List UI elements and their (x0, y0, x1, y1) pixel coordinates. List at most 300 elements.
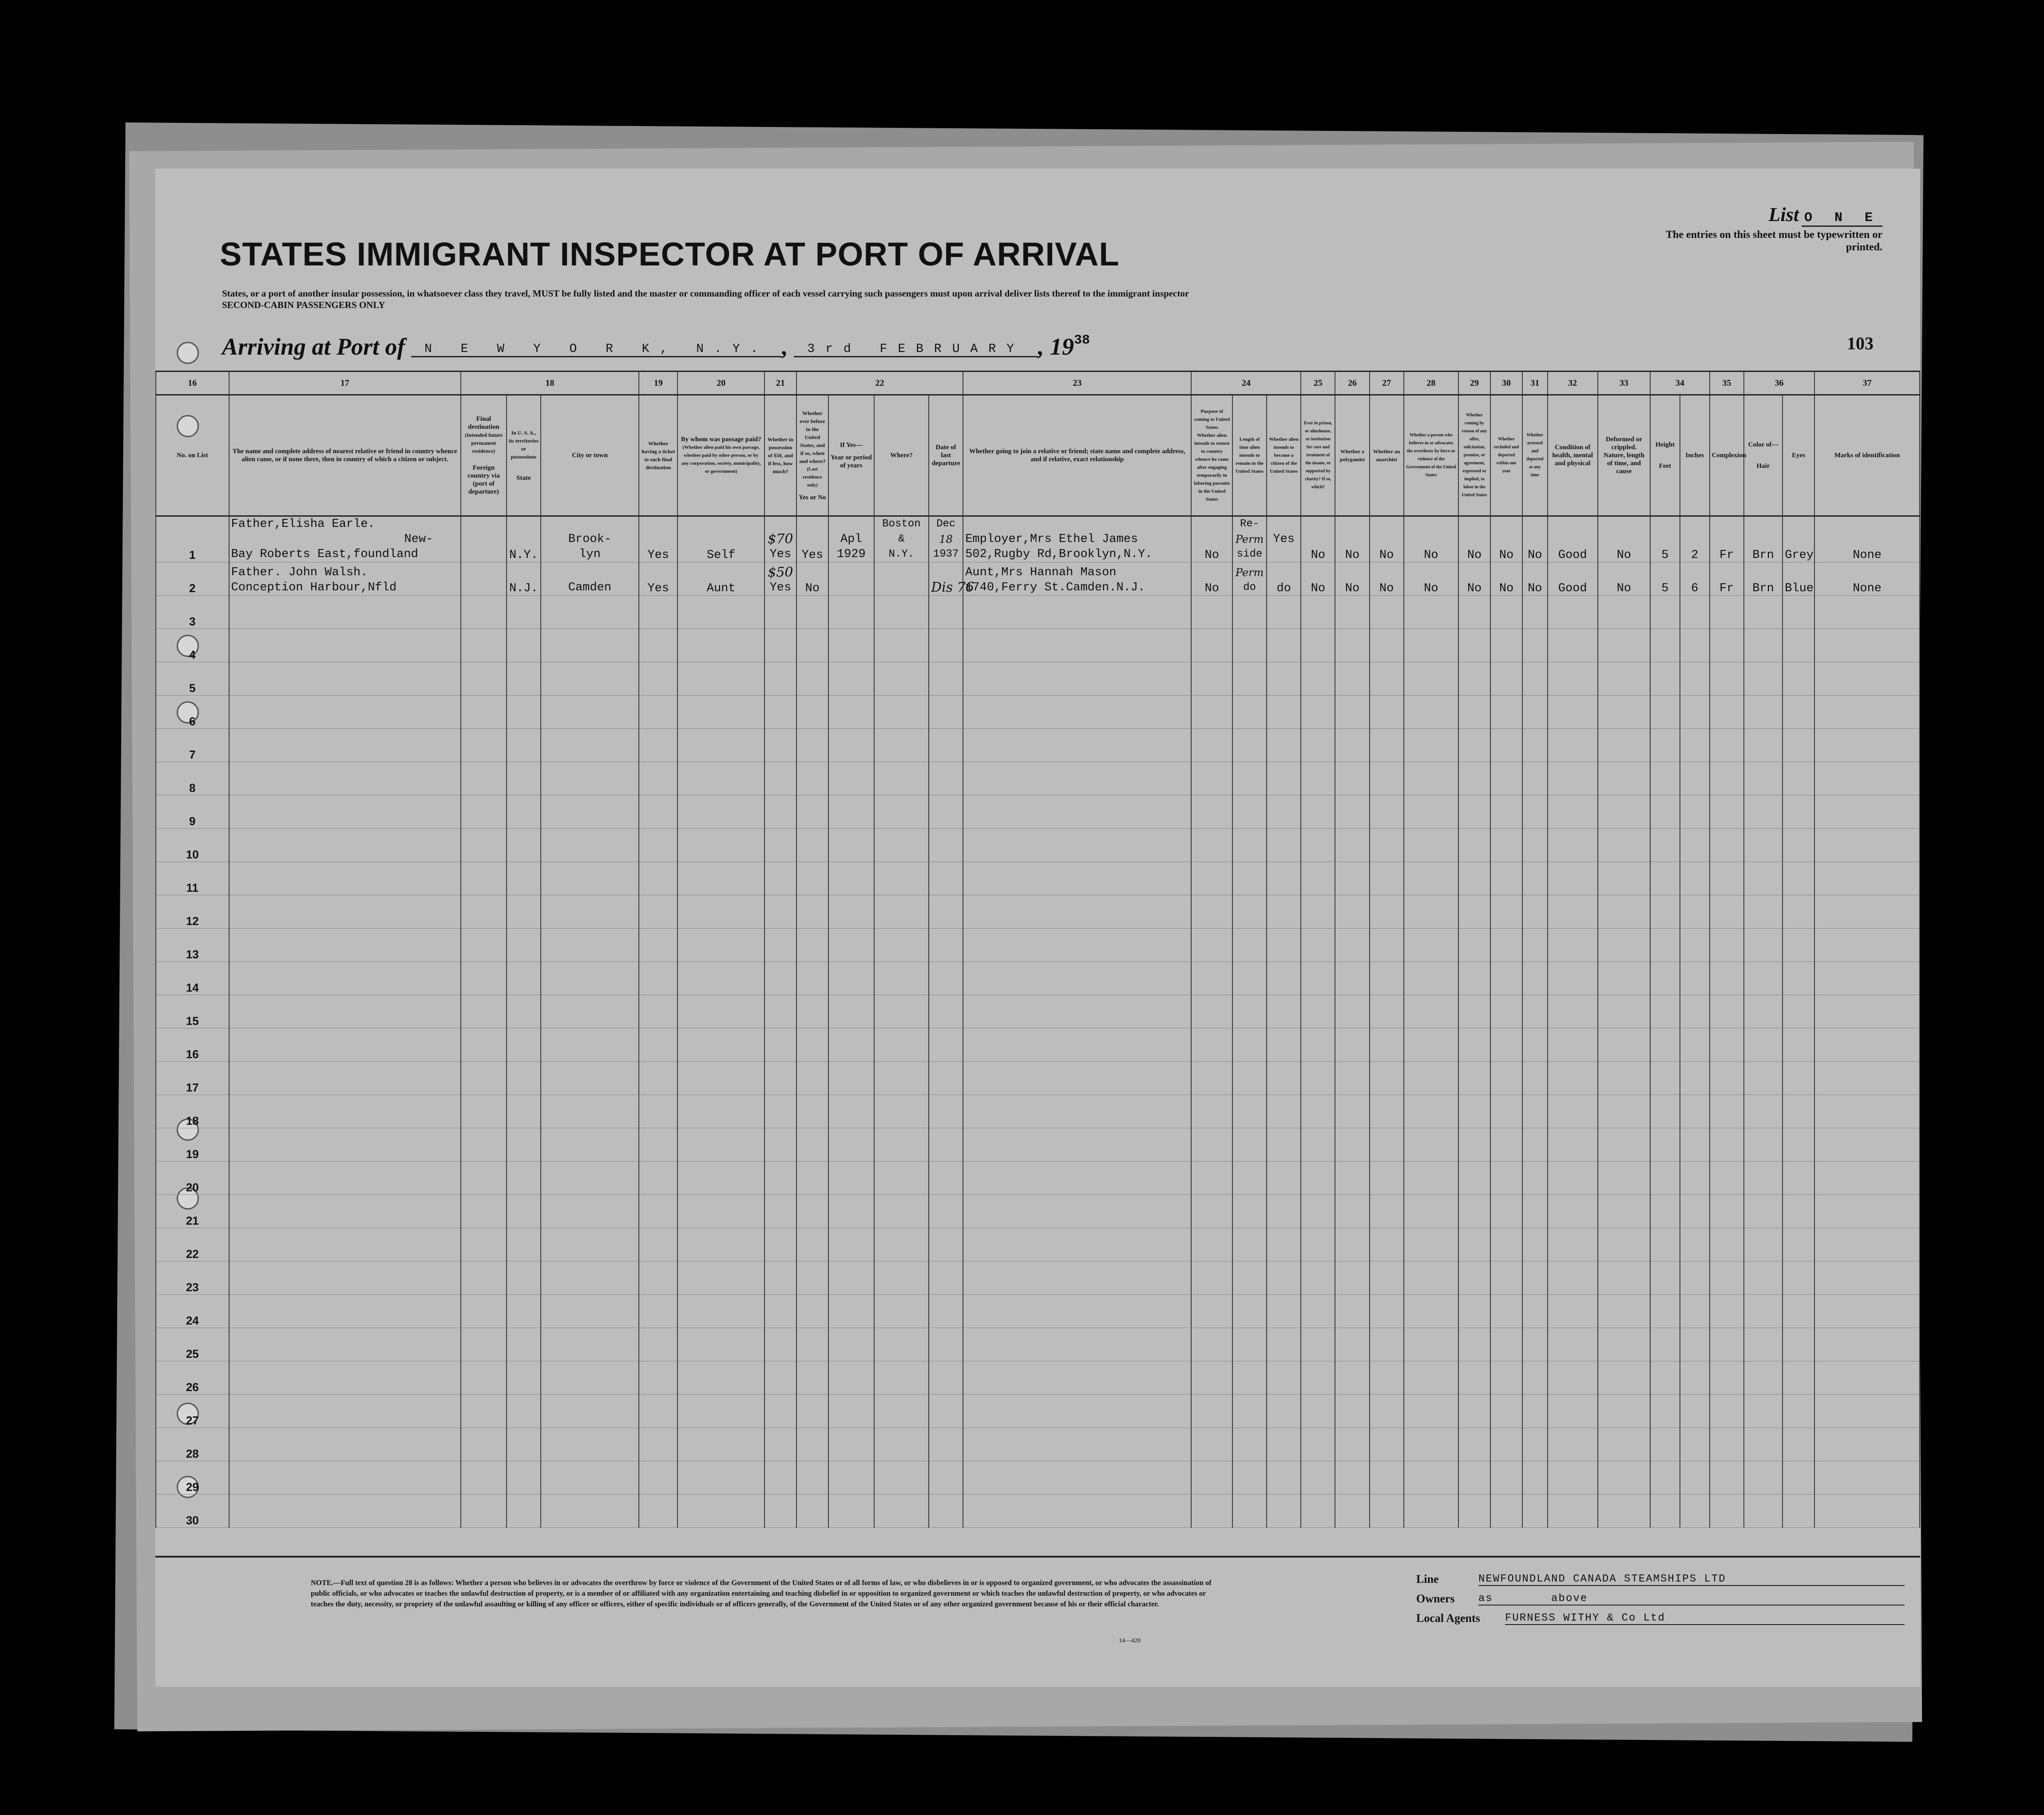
joining-cell (963, 516, 1191, 562)
empty-cell (1267, 1028, 1301, 1062)
empty-cell (1598, 629, 1650, 662)
empty-cell (874, 829, 929, 862)
empty-cell (1710, 962, 1744, 995)
empty-cell (1680, 729, 1710, 762)
empty-cell (796, 1128, 828, 1162)
empty-cell (929, 1328, 963, 1361)
empty-cell (765, 995, 796, 1028)
empty-cell (765, 1128, 796, 1162)
empty-cell (1335, 995, 1369, 1028)
empty-cell (507, 1428, 541, 1461)
prison-cell: No (1301, 516, 1335, 562)
empty-cell (1191, 1195, 1232, 1228)
empty-cell (1548, 596, 1598, 629)
empty-cell (1490, 795, 1522, 829)
empty-cell (929, 1461, 963, 1495)
empty-cell (1335, 596, 1369, 629)
empty-cell (507, 1261, 541, 1295)
empty-cell (1814, 962, 1920, 995)
table-row (156, 516, 1920, 562)
column-number: 31 (1522, 372, 1548, 395)
empty-cell (765, 1195, 796, 1228)
empty-cell (1744, 762, 1783, 795)
empty-cell (1232, 962, 1267, 995)
empty-cell (1404, 895, 1458, 929)
empty-cell (1232, 1261, 1267, 1295)
passage-cell: Self (677, 516, 764, 562)
empty-cell (828, 1062, 874, 1095)
empty-cell (1744, 895, 1783, 929)
departure-cell (929, 516, 963, 562)
empty-cell (765, 1495, 796, 1528)
empty-cell (796, 729, 828, 762)
empty-cell (1680, 862, 1710, 895)
column-number: 22 (796, 372, 963, 395)
empty-cell (828, 1128, 874, 1162)
table-row (156, 729, 1920, 762)
empty-cell (765, 1028, 796, 1062)
empty-cell (541, 1461, 639, 1495)
empty-cell (639, 962, 677, 995)
empty-cell (796, 962, 828, 995)
empty-cell (639, 929, 677, 962)
empty-cell (1490, 729, 1522, 762)
empty-cell (1404, 629, 1458, 662)
row-number: 25 (156, 1328, 229, 1361)
empty-cell (1458, 596, 1490, 629)
empty-cell (796, 1261, 828, 1295)
empty-cell (1370, 1028, 1404, 1062)
empty-cell (1680, 629, 1710, 662)
empty-cell (963, 1095, 1191, 1128)
empty-cell (507, 696, 541, 729)
empty-cell (1680, 1395, 1710, 1428)
empty-cell (1335, 629, 1369, 662)
deformed-cell: No (1598, 562, 1650, 596)
empty-cell (1267, 1228, 1301, 1261)
cell-line: 1929 (836, 548, 866, 561)
empty-cell (828, 696, 874, 729)
empty-cell (639, 629, 677, 662)
empty-cell (1490, 1128, 1522, 1162)
empty-cell (1710, 596, 1744, 629)
row-number: 17 (156, 1062, 229, 1095)
empty-cell (1370, 829, 1404, 862)
empty-cell (1814, 1295, 1920, 1328)
empty-cell (1783, 1328, 1814, 1361)
empty-cell (1548, 1428, 1598, 1461)
empty-cell (828, 1495, 874, 1528)
purpose-c-cell: do (1267, 562, 1301, 596)
empty-cell (1548, 1195, 1598, 1228)
header-purpose-b: Length of time alien intends to remain in the United States (1232, 395, 1267, 516)
empty-cell (929, 696, 963, 729)
empty-cell (1370, 629, 1404, 662)
empty-cell (1650, 1228, 1680, 1261)
empty-cell (1548, 696, 1598, 729)
column-header-row (156, 395, 1920, 516)
passage-cell: Aunt (677, 562, 764, 596)
where-cell (874, 562, 929, 596)
foreign-country-cell (461, 516, 507, 562)
row-number: 3 (156, 596, 229, 629)
empty-cell (1783, 795, 1814, 829)
empty-cell (765, 895, 796, 929)
empty-cell (1267, 1328, 1301, 1361)
empty-cell (1650, 729, 1680, 762)
empty-cell (1710, 1495, 1744, 1528)
header-yes-no: Yes or No (799, 494, 826, 501)
empty-cell (1490, 762, 1522, 795)
empty-cell (639, 1228, 677, 1261)
money-amount: $70 (768, 531, 793, 547)
empty-cell (1650, 1395, 1680, 1428)
empty-cell (1232, 1361, 1267, 1395)
empty-cell (1232, 929, 1267, 962)
row-number: 19 (156, 1128, 229, 1162)
empty-cell (1267, 829, 1301, 862)
empty-cell (507, 762, 541, 795)
empty-cell (1191, 829, 1232, 862)
empty-cell (929, 1495, 963, 1528)
empty-cell (1598, 1062, 1650, 1095)
empty-cell (1191, 929, 1232, 962)
empty-cell (828, 895, 874, 929)
empty-cell (1335, 795, 1369, 829)
header-state (507, 395, 541, 516)
empty-cell (1232, 995, 1267, 1028)
empty-cell (1301, 662, 1335, 696)
empty-cell (1744, 662, 1783, 696)
empty-cell (1783, 1195, 1814, 1228)
empty-cell (1814, 1361, 1920, 1395)
table-row (156, 762, 1920, 795)
empty-cell (507, 962, 541, 995)
empty-cell (1814, 995, 1920, 1028)
empty-cell (1548, 1361, 1598, 1395)
empty-cell (639, 1428, 677, 1461)
binder-hole (177, 342, 199, 364)
empty-cell (796, 795, 828, 829)
empty-cell (1191, 1162, 1232, 1195)
empty-cell (929, 962, 963, 995)
empty-cell (1335, 1162, 1369, 1195)
empty-cell (1680, 929, 1710, 962)
empty-cell (677, 795, 764, 829)
empty-cell (1680, 962, 1710, 995)
header-inches: Inches (1680, 395, 1710, 516)
empty-cell (229, 1095, 461, 1128)
empty-cell (229, 662, 461, 696)
empty-cell (1267, 1295, 1301, 1328)
empty-cell (1744, 795, 1783, 829)
header-where: Where? (874, 395, 929, 516)
column-number: 27 (1370, 372, 1404, 395)
empty-cell (507, 929, 541, 962)
empty-cell (1232, 1062, 1267, 1095)
empty-cell (1598, 1195, 1650, 1228)
header-prison: Ever in prison, or almshouse, or institution for care and treatment of the insane, or supported by charity? If so, which? (1301, 395, 1335, 516)
empty-cell (1335, 662, 1369, 696)
empty-cell (1267, 1062, 1301, 1095)
empty-cell (929, 995, 963, 1028)
empty-cell (929, 1428, 963, 1461)
purpose-b-cell (1232, 562, 1267, 596)
year-cell (828, 516, 874, 562)
empty-cell (1267, 862, 1301, 895)
empty-cell (765, 1062, 796, 1095)
empty-cell (796, 929, 828, 962)
empty-cell (1522, 1495, 1548, 1528)
empty-cell (1232, 1228, 1267, 1261)
empty-cell (1783, 1162, 1814, 1195)
empty-cell (1267, 1395, 1301, 1428)
header-foreign-country (461, 395, 507, 516)
empty-cell (507, 662, 541, 696)
marks-cell: None (1814, 562, 1920, 596)
header-col31: Whether arrested and deported at any time (1522, 395, 1548, 516)
empty-cell (1598, 929, 1650, 962)
empty-cell (677, 1495, 764, 1528)
empty-cell (1490, 1395, 1522, 1428)
empty-cell (796, 1062, 828, 1095)
empty-cell (461, 895, 507, 929)
table-row (156, 929, 1920, 962)
empty-cell (229, 1195, 461, 1228)
empty-cell (1783, 1261, 1814, 1295)
header-before-us-note: (Last residence only) (802, 467, 822, 488)
empty-cell (541, 662, 639, 696)
empty-cell (1814, 895, 1920, 929)
empty-cell (1490, 962, 1522, 995)
empty-cell (1522, 1428, 1548, 1461)
empty-cell (1522, 1395, 1548, 1428)
empty-cell (929, 1062, 963, 1095)
empty-cell (874, 729, 929, 762)
empty-cell (1490, 829, 1522, 862)
empty-cell (1814, 1395, 1920, 1428)
column-number: 24 (1191, 372, 1301, 395)
empty-cell (796, 995, 828, 1028)
empty-cell (1301, 1295, 1335, 1328)
empty-cell (1744, 729, 1783, 762)
empty-cell (1267, 762, 1301, 795)
table-row (156, 1361, 1920, 1395)
empty-cell (1680, 1328, 1710, 1361)
cell-line: Brook- (568, 533, 612, 546)
empty-cell (1335, 929, 1369, 962)
empty-cell (1458, 1228, 1490, 1261)
empty-cell (507, 1328, 541, 1361)
empty-cell (1680, 995, 1710, 1028)
empty-cell (507, 1062, 541, 1095)
empty-cell (1598, 1162, 1650, 1195)
empty-cell (541, 1128, 639, 1162)
empty-cell (1232, 1195, 1267, 1228)
empty-cell (461, 1062, 507, 1095)
empty-cell (1598, 1328, 1650, 1361)
empty-cell (1458, 1461, 1490, 1495)
empty-cell (1744, 829, 1783, 862)
empty-cell (677, 662, 764, 696)
header-purpose-a-label: Whether alien intends to return to country whence he came after engaging temporarily in laboring pursuits in the United States (1194, 433, 1230, 502)
empty-cell (1335, 1361, 1369, 1395)
empty-cell (1783, 895, 1814, 929)
empty-cell (1458, 1128, 1490, 1162)
cell-line: Perm (1235, 533, 1264, 546)
table-row (156, 1261, 1920, 1295)
empty-cell (1490, 1461, 1522, 1495)
empty-cell (507, 1195, 541, 1228)
empty-cell (229, 1328, 461, 1361)
empty-cell (1598, 1495, 1650, 1528)
empty-cell (874, 1062, 929, 1095)
table-row (156, 1162, 1920, 1195)
empty-cell (677, 762, 764, 795)
empty-cell (677, 1361, 764, 1395)
header-city: City or town (541, 395, 639, 516)
empty-cell (1267, 929, 1301, 962)
empty-cell (1522, 1228, 1548, 1261)
empty-cell (1522, 862, 1548, 895)
empty-cell (1458, 829, 1490, 862)
empty-cell (677, 962, 764, 995)
empty-cell (1404, 1228, 1458, 1261)
table-row (156, 895, 1920, 929)
empty-cell (1680, 1295, 1710, 1328)
empty-cell (1301, 1261, 1335, 1295)
header-health: Condition of health, mental and physical (1548, 395, 1598, 516)
empty-cell (1744, 1461, 1783, 1495)
empty-cell (1267, 696, 1301, 729)
empty-cell (1191, 1428, 1232, 1461)
empty-cell (1404, 662, 1458, 696)
empty-cell (229, 1361, 461, 1395)
empty-cell (1598, 1228, 1650, 1261)
empty-cell (828, 1028, 874, 1062)
empty-cell (796, 1095, 828, 1128)
empty-cell (1598, 662, 1650, 696)
empty-cell (1267, 1361, 1301, 1395)
empty-cell (541, 1261, 639, 1295)
empty-cell (461, 1228, 507, 1261)
cell-line: 502,Rugby Rd,Brooklyn,N.Y. (965, 548, 1153, 561)
anarchist-cell: No (1370, 562, 1404, 596)
page-number: 103 (1847, 333, 1874, 353)
empty-cell (541, 962, 639, 995)
empty-cell (1783, 596, 1814, 629)
empty-cell (765, 862, 796, 895)
empty-cell (461, 629, 507, 662)
empty-cell (1370, 1261, 1404, 1295)
column-number: 25 (1301, 372, 1335, 395)
empty-cell (1744, 629, 1783, 662)
empty-cell (507, 895, 541, 929)
empty-cell (541, 862, 639, 895)
empty-cell (1404, 962, 1458, 995)
empty-cell (1548, 795, 1598, 829)
empty-cell (929, 1361, 963, 1395)
empty-cell (507, 1295, 541, 1328)
empty-cell (796, 1295, 828, 1328)
empty-cell (541, 762, 639, 795)
empty-cell (677, 929, 764, 962)
empty-cell (796, 1028, 828, 1062)
empty-cell (639, 1028, 677, 1062)
empty-cell (1522, 729, 1548, 762)
empty-cell (1814, 762, 1920, 795)
table-row (156, 1328, 1920, 1361)
arrival-line: Arriving at Port of N E W Y O R K, N.Y. , 3rd FEBRUARY , $19^{38}$ 103 (222, 333, 1874, 360)
empty-cell (1650, 1428, 1680, 1461)
empty-cell (874, 1261, 929, 1295)
table-row (156, 829, 1920, 862)
empty-cell (1191, 1028, 1232, 1062)
empty-cell (1404, 1495, 1458, 1528)
empty-cell (1710, 795, 1744, 829)
empty-cell (229, 1295, 461, 1328)
empty-cell (1783, 1428, 1814, 1461)
empty-cell (1710, 1195, 1744, 1228)
empty-cell (1370, 1162, 1404, 1195)
empty-cell (1191, 1361, 1232, 1395)
row-number: 29 (156, 1461, 229, 1495)
empty-cell (1458, 1295, 1490, 1328)
empty-cell (1650, 1162, 1680, 1195)
empty-cell (1267, 1128, 1301, 1162)
empty-cell (507, 729, 541, 762)
empty-cell (1458, 1095, 1490, 1128)
empty-cell (1232, 762, 1267, 795)
row-number: 14 (156, 962, 229, 995)
col28-cell: No (1404, 516, 1458, 562)
empty-cell (963, 962, 1191, 995)
empty-cell (1814, 1495, 1920, 1528)
empty-cell (1548, 862, 1598, 895)
table-row (156, 1062, 1920, 1095)
empty-cell (1783, 696, 1814, 729)
empty-cell (1522, 795, 1548, 829)
empty-cell (1710, 895, 1744, 929)
empty-cell (874, 962, 929, 995)
cell-line: 1740,Ferry St.Camden.N.J. (965, 581, 1145, 594)
empty-cell (677, 829, 764, 862)
empty-cell (765, 1095, 796, 1128)
empty-cell (1370, 862, 1404, 895)
empty-cell (796, 1428, 828, 1461)
empty-cell (963, 829, 1191, 862)
empty-cell (229, 629, 461, 662)
empty-cell (677, 596, 764, 629)
row-number: 9 (156, 795, 229, 829)
empty-cell (1598, 762, 1650, 795)
feet-cell: 5 (1650, 516, 1680, 562)
empty-cell (765, 1162, 796, 1195)
before-yn-cell: Yes (796, 516, 828, 562)
empty-cell (1232, 1128, 1267, 1162)
empty-cell (828, 1361, 874, 1395)
empty-cell (1710, 995, 1744, 1028)
empty-cell (1191, 696, 1232, 729)
empty-cell (1301, 829, 1335, 862)
empty-cell (1301, 1028, 1335, 1062)
header-ticket: Whether having a ticket to such final destination (639, 395, 677, 516)
empty-cell (1232, 1028, 1267, 1062)
empty-cell (639, 862, 677, 895)
empty-cell (1301, 762, 1335, 795)
empty-cell (1404, 1395, 1458, 1428)
empty-cell (639, 1295, 677, 1328)
